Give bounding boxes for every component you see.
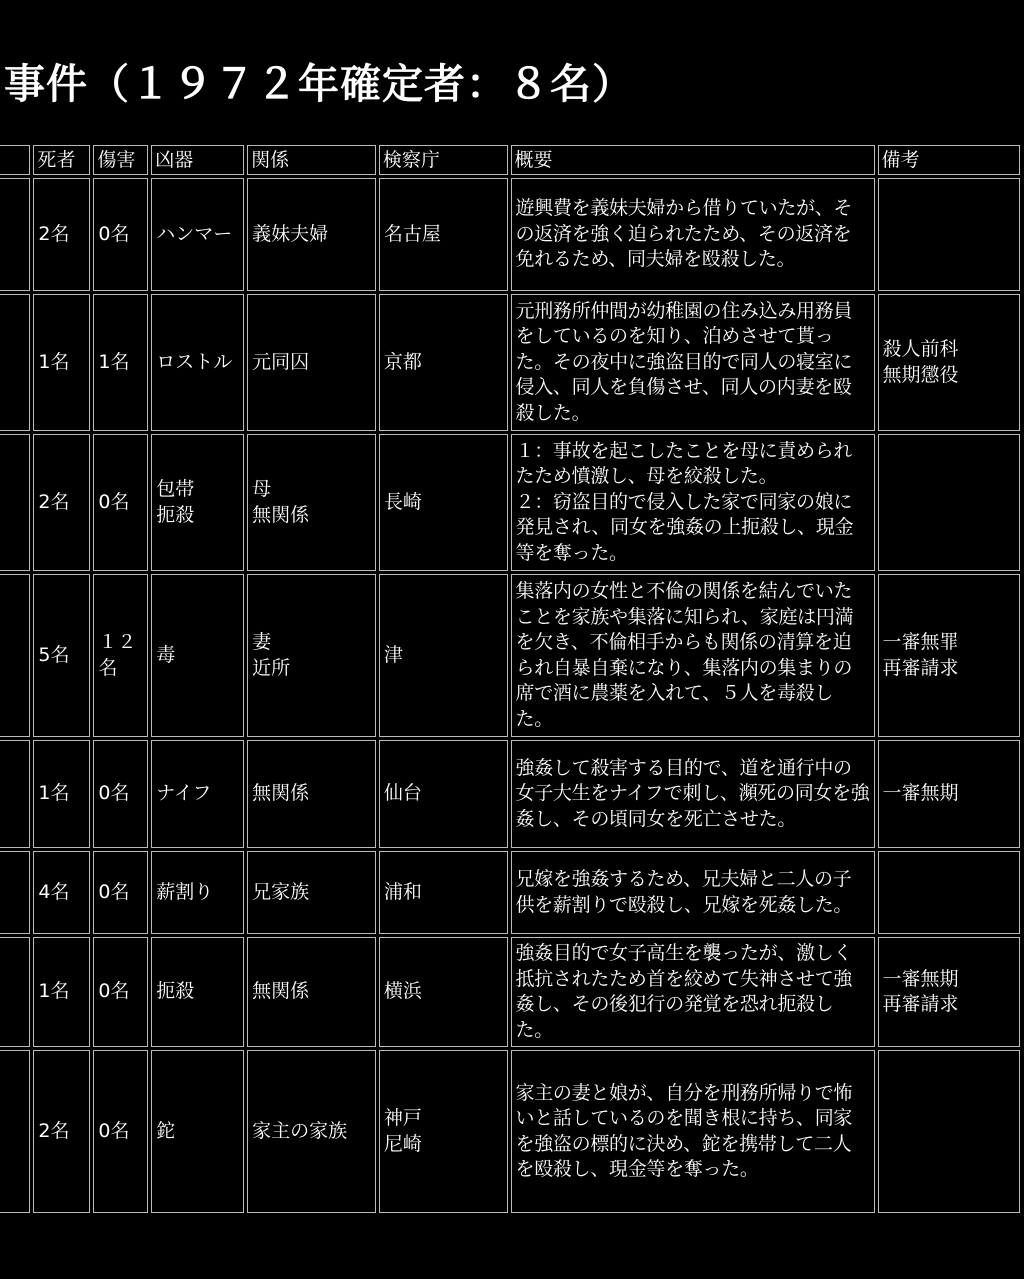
office-cell: 長崎 [379,434,508,571]
page-title: 事件（１９７２年確定者：８名） [4,60,634,108]
table-row [0,574,1020,737]
relation-cell: 妻 近所 [247,574,376,737]
injuries-cell: 0名 [93,178,148,291]
summary-cell: １：事故を起こしたことを母に責められたため憤激し、母を絞殺した。 ２：窃盗目的で侵入した家で同家の娘に発見され、同女を強姦の上扼殺し、現金等を奪った。 [511,434,875,571]
summary-cell: 遊興費を義妹夫婦から借りていたが、その返済を強く迫られたため、その返済を免れるため、同夫婦を殴殺した。 [511,178,875,291]
weapon-cell: 鉈 [151,1050,244,1213]
table-row [0,1050,1020,1213]
injuries-cell: １２ 名 [93,574,148,737]
weapon-cell: 毒 [151,574,244,737]
row-cell-blank [0,178,30,291]
office-cell: 名古屋 [379,178,508,291]
remarks-cell [878,434,1020,571]
weapon-cell: ナイフ [151,740,244,848]
deaths-cell: 2名 [33,434,90,571]
header-row [0,145,1020,175]
office-cell: 津 [379,574,508,737]
remarks-cell [878,851,1020,934]
weapon-cell: 包帯 扼殺 [151,434,244,571]
deaths-cell: 5名 [33,574,90,737]
header-injuries: 傷害 [93,145,148,175]
deaths-cell: 1名 [33,294,90,431]
header-weapon: 凶器 [151,145,244,175]
summary-cell: 強姦目的で女子高生を襲ったが、激しく抵抗されたため首を絞めて失神させて強姦し、その後犯行の発覚を恐れ扼殺した。 [511,937,875,1047]
header-deaths: 死者 [33,145,90,175]
injuries-cell: 0名 [93,851,148,934]
injuries-cell: 0名 [93,937,148,1047]
remarks-cell: 殺人前科 無期懲役 [878,294,1020,431]
deaths-cell: 4名 [33,851,90,934]
table-row [0,178,1020,291]
deaths-cell: 2名 [33,1050,90,1213]
injuries-cell: 0名 [93,740,148,848]
relation-cell: 家主の家族 [247,1050,376,1213]
header-remarks: 備考 [878,145,1020,175]
row-cell-blank [0,1050,30,1213]
row-cell-blank [0,434,30,571]
row-cell-blank [0,740,30,848]
office-cell: 京都 [379,294,508,431]
table-row [0,740,1020,848]
table-row [0,937,1020,1047]
injuries-cell: 0名 [93,1050,148,1213]
office-cell: 浦和 [379,851,508,934]
table-row [0,434,1020,571]
remarks-cell [878,1050,1020,1213]
remarks-cell: 一審無期 [878,740,1020,848]
summary-cell: 強姦して殺害する目的で、道を通行中の女子大生をナイフで刺し、瀕死の同女を強姦し、その頃同女を死亡させた。 [511,740,875,848]
summary-cell: 兄嫁を強姦するため、兄夫婦と二人の子供を薪割りで殴殺し、兄嫁を死姦した。 [511,851,875,934]
deaths-cell: 2名 [33,178,90,291]
remarks-cell [878,178,1020,291]
weapon-cell: ハンマー [151,178,244,291]
injuries-cell: 0名 [93,434,148,571]
summary-cell: 家主の妻と娘が、自分を刑務所帰りで怖いと話しているのを聞き根に持ち、同家を強盗の標的に決め、鉈を携帯して二人を殴殺し、現金等を奪った。 [511,1050,875,1213]
header-relation: 関係 [247,145,376,175]
relation-cell: 兄家族 [247,851,376,934]
deaths-cell: 1名 [33,740,90,848]
deaths-cell: 1名 [33,937,90,1047]
row-cell-blank [0,851,30,934]
relation-cell: 元同囚 [247,294,376,431]
relation-cell: 無関係 [247,937,376,1047]
office-cell: 横浜 [379,937,508,1047]
header-cell-blank [0,145,30,175]
weapon-cell: ロストル [151,294,244,431]
row-cell-blank [0,574,30,737]
relation-cell: 無関係 [247,740,376,848]
table-row [0,851,1020,934]
weapon-cell: 扼殺 [151,937,244,1047]
relation-cell: 母 無関係 [247,434,376,571]
injuries-cell: 1名 [93,294,148,431]
table-row [0,294,1020,431]
relation-cell: 義妹夫婦 [247,178,376,291]
weapon-cell: 薪割り [151,851,244,934]
header-summary: 概要 [511,145,875,175]
remarks-cell: 一審無罪 再審請求 [878,574,1020,737]
row-cell-blank [0,937,30,1047]
office-cell: 神戸 尼崎 [379,1050,508,1213]
remarks-cell: 一審無期 再審請求 [878,937,1020,1047]
cases-table [0,142,1023,1216]
summary-cell: 元刑務所仲間が幼稚園の住み込み用務員をしているのを知り、泊めさせて貰った。その夜中に強盗目的で同人の寝室に侵入、同人を負傷させ、同人の内妻を殴殺した。 [511,294,875,431]
office-cell: 仙台 [379,740,508,848]
header-office: 検察庁 [379,145,508,175]
row-cell-blank [0,294,30,431]
summary-cell: 集落内の女性と不倫の関係を結んでいたことを家族や集落に知られ、家庭は円満を欠き、不倫相手からも関係の清算を迫られ自暴自棄になり、集落内の集まりの席で酒に農薬を入れて、５人を毒殺した。 [511,574,875,737]
